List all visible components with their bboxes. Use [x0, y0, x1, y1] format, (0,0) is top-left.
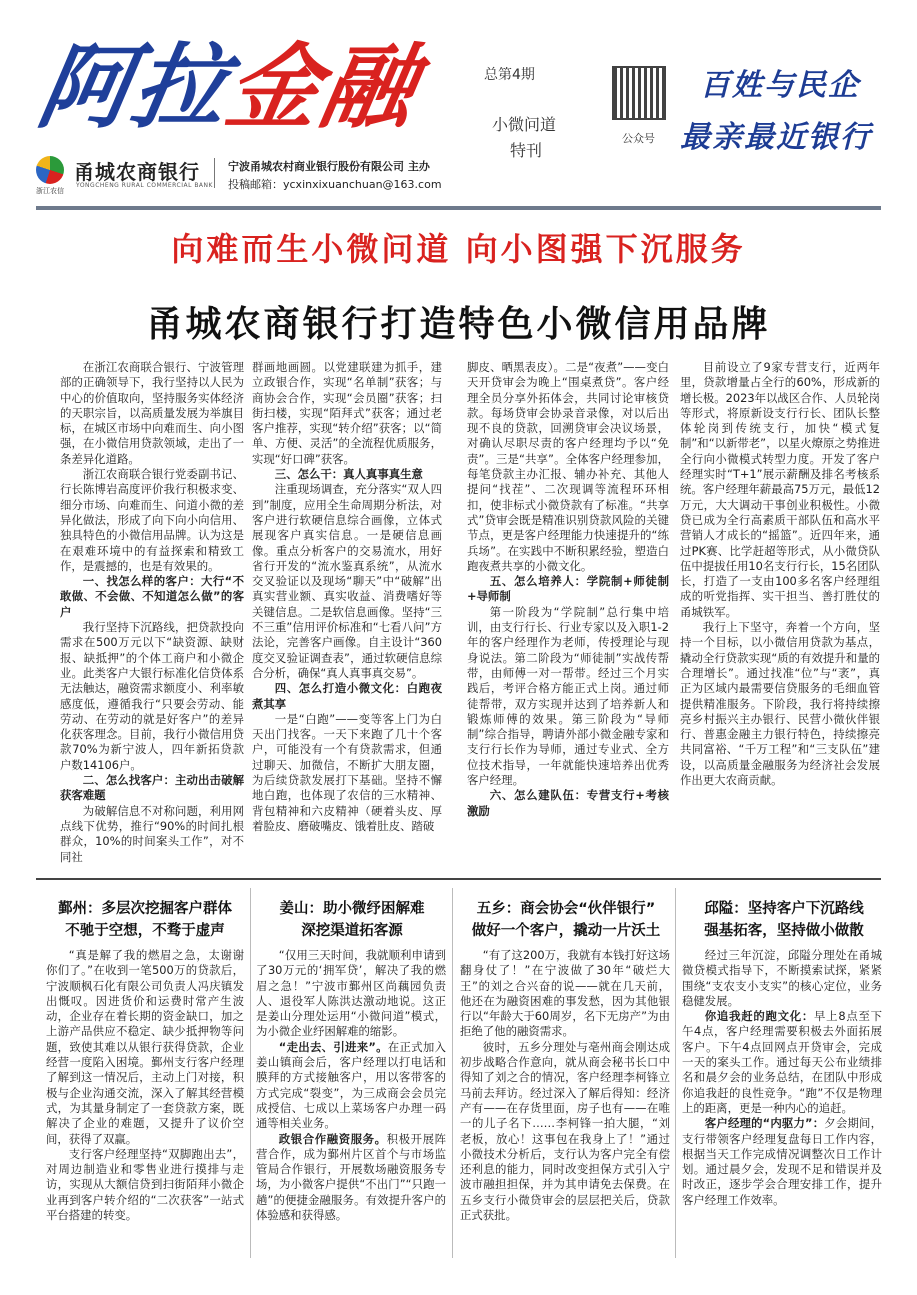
section-heading: 六、怎么建队伍：专营支行+考核激励: [467, 788, 669, 818]
story-title-qiuai: [678, 898, 890, 942]
paragraph: “仅用三天时间，我就顺利申请到了30万元的‘拥军贷’，解决了我的燃眉之急！”宁波市鄞州区尚藕园负责人、退役军人陈洪达激动地说。这正是姜山分理处运用“小微问道”模式，为小微企业纾困解难的缩影。: [256, 948, 446, 1039]
paragraph: “真是解了我的燃眉之急，太谢谢你们了。”在收到一笔500万的贷款后，宁波顺枫石化有限公司负责人冯庆镇发出慨叹。因进货价和运费时常产生波动，企业存在着长期的资金缺口，加之上游产品供应不稳定、缺少抵押物等问题，致使其难以从银行获得贷款，企业经营一度陷入困境。鄞州支行客户经理了解到这一情况后，主动上门对接，积极与企业沟通交流，深入了解其经营模式，为其量身制定了一套贷款方案，既解决了企业的难题，又提升了议价空间，获得了双赢。: [46, 948, 244, 1146]
paragraph: “有了这200万，我就有本钱打好这场翻身仗了！”在宁波做了30年“破烂大王”的刘之合兴奋的说——就在几天前，他还在为融资困难的事发愁，因为其他银行以“年龄大于60周岁，名下无房产”为由拒绝了他的融资需求。: [460, 948, 670, 1039]
lead-in: “走出去、引进来”。: [278, 1039, 388, 1054]
story-body-qiuai: [682, 948, 882, 1208]
paragraph-text: 积极开展阵营合作，成为鄞州片区首个与市场监管局合作银行，开展数场融资服务专场，为小微客户提供“不出门”“只跑一趟”的便捷金融服务。有效提升客户的体验感和获得感。: [256, 1131, 446, 1223]
masthead-rule: [36, 206, 881, 210]
paragraph: 彼时，五乡分理处与亳州商会刚达成初步战略合作意向，就从商会秘书长口中得知了刘之合的情况，客户经理李柯锋立马前去拜访。经过深入了解后得知：经济产有——在存货里面，房子也有——在唯一的儿子名下……李柯锋一拍大腿，“刘老板，放心！这事包在我身上了！”通过小微技术分析后，支行认为客户完全有偿还利息的能力，同时改变担保方式引入宁波市融担担保，并为其申请免去保费。在五乡支行小微贷审会的层层把关后，贷款正式获批。: [460, 1039, 670, 1223]
section-heading: 二、怎么找客户：主动出击破解获客难题: [60, 773, 244, 803]
submission-email: 投稿邮箱：ycxinxixuanchuan@163.com: [228, 178, 442, 191]
story-body-jiangshan: [256, 948, 446, 1223]
story-title-line: 姜山：助小微纾困解难: [279, 901, 425, 917]
masthead-divider: [214, 158, 215, 188]
article-column-3: [467, 360, 669, 819]
bank-logo-icon: [36, 156, 64, 184]
paragraph-text: 早上8点至下午4点，客户经理需要积极去外面拓展客户。下午4点回网点开贷审会，完成一天的案头工作。通过每天公布业绩排名和晨夕会的业务总结，在团队中形成你追我赶的良性竞争。“跑”不仅是物理上的距离，更是一种内心的追赶。: [682, 1009, 882, 1115]
column-separator: [250, 888, 251, 1258]
paragraph: 在浙江农商联合银行、宁波管理部的正确领导下，我行坚持以人民为中心的价值取向，坚持服务实体经济的天职宗旨，以高质量发展为举旗目标，在城区市场中向难而生、向小图强，在小微信用贷款领域，走出了一条差异化道路。: [60, 360, 244, 466]
paragraph: 支行客户经理坚持“双脚跑出去”，对周边制造业和零售业进行摸排与走访，实现从大额信贷到扫街陌拜小微企业再到客户转介绍的“二次获客”一站式平台搭建的转变。: [46, 1146, 244, 1223]
headline-main: 甬城农商银行打造特色小微信用品牌: [146, 304, 771, 345]
paragraph: 群画地画圆。以党建联建为抓手，建立政银合作，实现“名单制”获客；与商协会合作，实现“会员圈”获客；扫街扫楼，实现“陌拜式”获客；通过老客户推荐，实现“转介绍”获客；以“简单、方便、灵活”的全流程优质服务，实现“好口碑”获客。: [252, 360, 442, 466]
story-title-line: 不驰于空想，不骛于虚声: [65, 923, 225, 939]
paragraph: 脚皮、晒黑表皮）。二是“夜煮”——变白天开贷审会为晚上“围桌煮贷”。客户经理全员分享外拓体会，共同讨论审核贷款。每场贷审会协录音录像，对以后出现不良的贷款，回溯贷审会决议场景，对确认尽职尽责的客户经理均予以“免责”。三是“共享”。全体客户经理参加，每笔贷款主办汇报、辅办补充、其他人提问“找茬”、二次现调等流程环环相扣，使非标式小微贷款有了标准。“共享式”贷审会既是精准识别贷款风险的关键节点，更是客户经理能力快速提升的“练兵场”。在实践中不断积累经验，塑造白跑夜煮共享的小微文化。: [467, 360, 669, 573]
paragraph: 浙江农商联合银行党委副书记、行长陈博岩高度评价我行积极求变、细分市场、向难而生、问道小微的差异化做法，形成了向下向小向信用、独具特色的小微信用品牌。认为这是在艰难环境中的有益探索和精致工作，是震撼的，也是有效果的。: [60, 467, 244, 573]
masthead-logo-title: [29, 22, 462, 152]
story-title-line: 强基拓客，坚持做小做散: [704, 923, 864, 939]
section-divider: [36, 878, 881, 880]
paragraph: 一是“白跑”——变等客上门为白天出门找客。一天下来跑了几十个客户，可能没有一个有贷款需求，但通过聊天、加微信，不断扩大朋友圈，为后续贷款发展打下基础。坚持不懈地白跑，也体现了农信的三水精神、背包精神和六皮精神（硬着头皮、厚着脸皮、磨破嘴皮、饿着肚皮、踏破: [252, 711, 442, 833]
section-heading: 三、怎么干：真人真事真生意: [274, 467, 423, 482]
story-title-line: 深挖渠道拓客源: [301, 923, 403, 939]
lead-in: 政银合作融资服务。: [278, 1131, 387, 1146]
section-heading: 一、找怎么样的客户：大行“不敢做、不会做、不知道怎么做”的客户: [60, 574, 244, 619]
story-title-jiangshan: [262, 898, 442, 942]
qr-code-icon: [612, 66, 666, 120]
paragraph: [682, 1009, 882, 1116]
section-heading: 五、怎么培养人：学院制+师徒制+导师制: [467, 574, 669, 604]
paragraph: [256, 1132, 446, 1224]
paragraph: 目前设立了9家专营支行，近两年里，贷款增量占全行的60%，形成新的增长极。2023年以战区合作、人员轮岗等形式，将原新设支行行长、团队长整体轮岗到传统支行，加快“模式复制”和“以新带老”，以星火燎原之势推进全行向小微模式转型力度。开发了客户经理实时“T+1”展示薪酬及排名考核系统。客户经理年薪最高75万元，最低12万元，大大调动干事创业积极性。小微贷已成为全行高素质干部队伍和高水平营销人才成长的“摇篮”。近四年来，通过PK赛、比学赶超等形式，从小微贷队伍中提拔任用10名支行行长，15名团队长，打造了一支由100多名客户经理组成的听党指挥、实干担当、善打胜仗的甬城铁军。: [680, 360, 880, 619]
bank-logo-text: 浙江农信: [36, 187, 64, 195]
paragraph-text: 在正式加入姜山镇商会后，客户经理以打电话和膜拜的方式接触客户，用以客带客的方式完成“裂变”，为三成商会会员完成授信、七成以上菜场客户办理一码通等相关业务。: [256, 1039, 446, 1131]
article-column-4: [680, 360, 880, 788]
story-title-line: 五乡：商会协会“伙伴银行”: [476, 901, 656, 917]
paragraph: 为破解信息不对称问题，利用网点线下优势，推行“90%的时间扎根群众，10%的时间案头工作”，对不同社: [60, 803, 244, 864]
paragraph: 第一阶段为“学院制”总行集中培训，由支行行长、行业专家以及入职1-2年的客户经理作为老师，传授理论与现身说法。第二阶段为“师徒制”实战传帮带，由师傅一对一帮带。经过三个月实践后，考评合格方能正式上岗。通过师徒帮带，双方实现并达到了培养新人和锻炼师傅的效果。第三阶段为“导师制”综合指导，聘请外部小微金融专家和支行行长作为导师，通过专业式、全方位技术指导，一年就能快速培养出优秀客户经理。: [467, 604, 669, 788]
paragraph: [682, 1116, 882, 1208]
slogan-line2: 最亲最近银行: [680, 120, 872, 155]
article-column-2: [252, 360, 442, 834]
paragraph-text: 夕会期间，支行带领客户经理复盘每日工作内容，根据当天工作完成情况调整次日工作计划。通过晨夕会，发现不足和错误并及时改正，逐步学会合理安排工作，提升客户经理工作效率。: [682, 1116, 882, 1207]
story-title-line: 邱隘：坚持客户下沉路线: [704, 901, 864, 917]
lead-in: 客户经理的“内驱力”：: [704, 1116, 825, 1131]
headline-red: 向难而生小微问道 向小图强下沉服务: [171, 230, 746, 268]
story-title-line: 做好一个客户，撬动一片沃土: [471, 923, 661, 939]
paragraph: 我行坚持下沉路线，把贷款投向需求在500万元以下“缺资源、缺财报、缺抵押”的个体工商户和小微企业。此类客户大银行标准化信贷体系无法触达，融资需求额度小、利率敏感度低，遵循我行“只要会劳动、能劳动、在劳动的就是好客户”的差异化获客理念。目前，我行小微信用贷款70%为新宁波人，四年新拓贷款户数14106户。: [60, 620, 244, 772]
special-issue-line2: 特刊: [510, 141, 543, 160]
article-column-1: [60, 360, 244, 865]
host-organization: 宁波甬城农村商业银行股份有限公司 主办: [228, 160, 430, 173]
issue-number: 总第4期: [484, 67, 535, 83]
bank-name-en: YONGCHENG RURAL COMMERCIAL BANK: [76, 182, 213, 189]
masthead-title-part2: 金融: [218, 33, 426, 141]
slogan-line1: 百姓与民企: [700, 68, 860, 103]
column-separator: [675, 888, 676, 1258]
qr-label: 公众号: [622, 132, 655, 145]
bank-name: 甬城农商银行: [74, 160, 200, 184]
story-title-line: 鄞州：多层次挖掘客户群体: [58, 901, 232, 917]
story-body-wuxiang: [460, 948, 670, 1223]
masthead-title-part1: 阿拉: [30, 33, 238, 141]
story-title-wuxiang: [460, 898, 672, 942]
special-issue-line1: 小微问道: [492, 115, 557, 134]
paragraph: 注重现场调查，充分落实“双人四到”制度，应用全生命周期分析法，对客户进行软硬信息综合画像，立体式展现客户真实信息。一是硬信息画像。重点分析客户的交易流水，用好省行开发的“流水鉴真系统”，从流水交叉验证以及现场“聊天”中“破解”出真实营业额、真实收益、消费嗜好等关键信息。二是软信息画像。坚持“三不三重”信用评价标准和“七看八问”方法论，完善客户画像。自主设计“360度交叉验证调查表”，通过软硬信息综合分析，确保“真人真事真交易”。: [252, 482, 442, 680]
story-title-yinzhou: [46, 898, 244, 942]
paragraph: 经过三年沉淀，邱隘分理处在甬城微贷模式指导下，不断摸索试探，紧紧围绕“支农支小支实”的核心定位，业务稳健发展。: [682, 948, 882, 1008]
section-heading: 四、怎么打造小微文化：白跑夜煮其享: [252, 681, 442, 711]
story-body-yinzhou: [46, 948, 244, 1223]
lead-in: 你追我赶的跑文化：: [704, 1009, 815, 1024]
column-separator: [452, 888, 453, 1258]
paragraph: 我行上下坚守，奔着一个方向，坚持一个目标，以小微信用贷款为基点，撬动全行贷款实现“质的有效提升和量的合理增长”。通过找准“位”与“袤”，真正为区域内最需要信贷服务的毛细血管提供精准服务。下阶段，我行将持续擦亮乡村振兴主办银行、民营小微伙伴银行、普惠金融主力银行特色，持续擦亮共同富裕、“千万工程”和“三支队伍”建设，以高质量金融服务为经济社会发展作出更大农商贡献。: [680, 620, 880, 788]
paragraph: [256, 1040, 446, 1132]
